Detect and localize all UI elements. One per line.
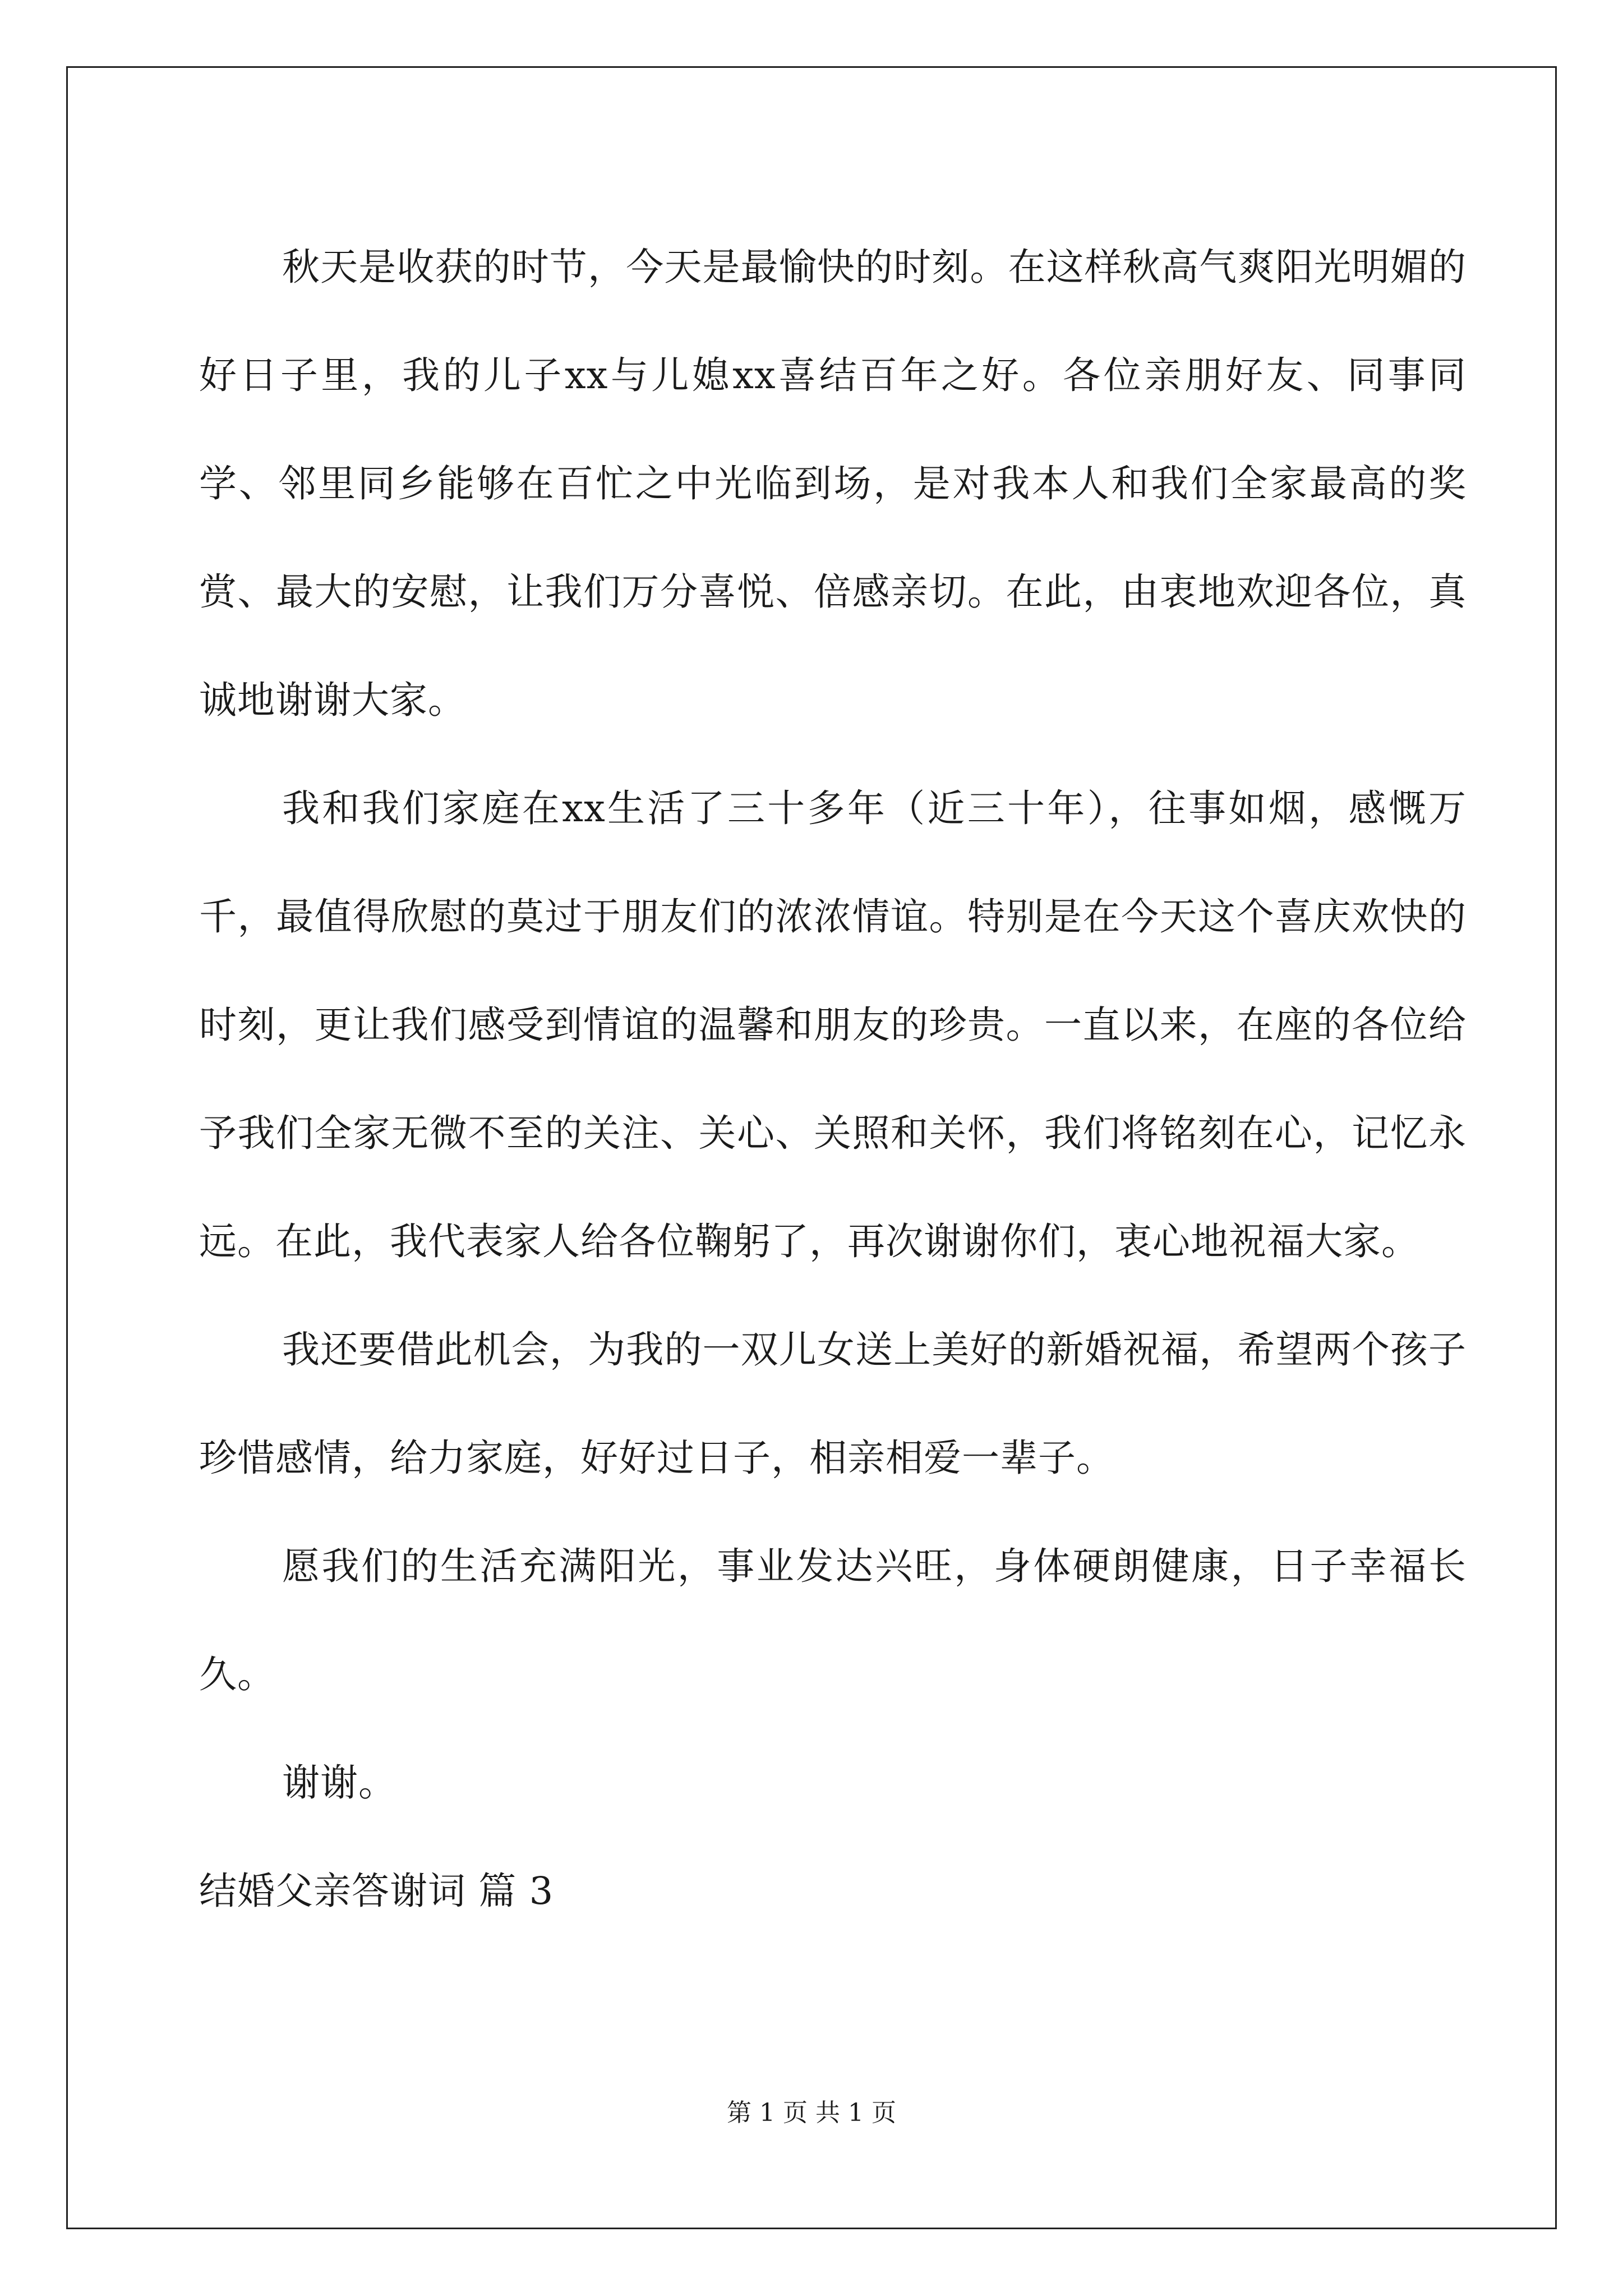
paragraph-4: 愿我们的生活充满阳光，事业发达兴旺，身体硬朗健康，日子幸福长久。 bbox=[199, 1544, 1467, 1696]
paragraph-5: 谢谢。 bbox=[282, 1761, 396, 1805]
paragraph-3: 我还要借此机会，为我的一双儿女送上美好的新婚祝福，希望两个孩子珍惜感情，给力家庭，好好过日子，相亲相爱一辈子。 bbox=[199, 1328, 1467, 1480]
section-heading: 结婚父亲答谢词 篇 3 bbox=[199, 1869, 554, 1913]
paragraph-1: 秋天是收获的时节，今天是最愉快的时刻。在这样秋高气爽阳光明媚的好日子里，我的儿子xx与儿媳xx喜结百年之好。各位亲朋好友、同事同学、邻里同乡能够在百忙之中光临到场，是对我本人和我们全家最高的奖赏、最大的安慰，让我们万分喜悦、倍感亲切。在此，由衷地欢迎各位，真诚地谢谢大家。 bbox=[199, 245, 1467, 722]
document-body bbox=[199, 213, 1467, 1945]
page-footer: 第 1 页 共 1 页 bbox=[727, 2099, 896, 2127]
paragraph-2: 我和我们家庭在xx生活了三十多年（近三十年），往事如烟，感慨万千，最值得欣慰的莫过于朋友们的浓浓情谊。特别是在今天这个喜庆欢快的时刻，更让我们感受到情谊的温馨和朋友的珍贵。一直以来，在座的各位给予我们全家无微不至的关注、关心、关照和关怀，我们将铭刻在心，记忆永远。在此，我代表家人给各位鞠躬了，再次谢谢你们，衷心地祝福大家。 bbox=[199, 786, 1467, 1263]
